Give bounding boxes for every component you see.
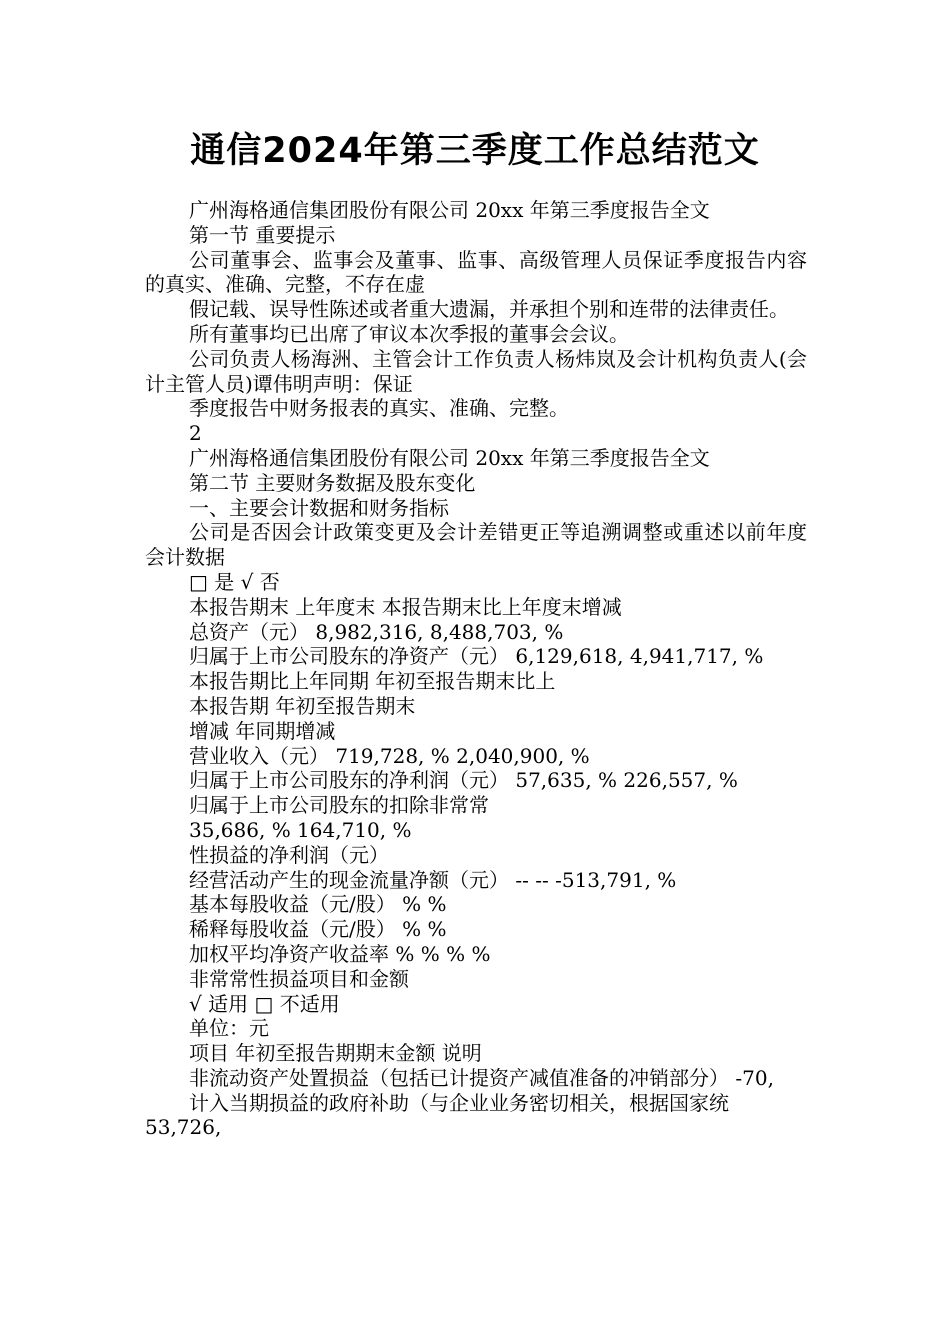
section-heading: 第二节 主要财务数据及股东变化 (189, 470, 476, 495)
data-line: 性损益的净利润（元） (189, 842, 389, 867)
data-line: 归属于上市公司股东的净资产（元） 6,129,618, 4,941,717, % (189, 644, 764, 669)
paragraph: 所有董事均已出席了审议本次季报的董事会会议。 (189, 321, 629, 346)
data-line: 经营活动产生的现金流量净额（元） -- -- -513,791, % (189, 867, 677, 892)
page-number: 2 (189, 421, 202, 446)
subsection-heading: 一、主要会计数据和财务指标 (189, 495, 449, 520)
table-header-line: 增减 年同期增减 (189, 718, 336, 743)
data-line: 营业收入（元） 719,728, % 2,040,900, % (189, 743, 590, 768)
document-body (145, 198, 807, 1140)
data-line: 加权平均净资产收益率 % % % % (189, 941, 491, 966)
report-heading: 广州海格通信集团股份有限公司 20xx 年第三季度报告全文 (189, 198, 710, 222)
data-line: 53,726, (145, 1115, 222, 1140)
data-line: 35,686, % 164,710, % (189, 817, 412, 842)
paragraph: 公司董事会、监事会及董事、监事、高级管理人员保证季度报告内容的真实、准确、完整，不存在虚 (145, 247, 807, 297)
data-line: 归属于上市公司股东的扣除非常常 (189, 793, 489, 818)
report-heading: 广州海格通信集团股份有限公司 20xx 年第三季度报告全文 (189, 445, 710, 470)
data-line: 总资产（元） 8,982,316, 8,488,703, % (189, 619, 564, 644)
paragraph: 公司是否因会计政策变更及会计差错更正等追溯调整或重述以前年度会计数据 (145, 520, 807, 570)
paragraph: 季度报告中财务报表的真实、准确、完整。 (189, 396, 569, 421)
document-title: 通信2024年第三季度工作总结范文 (190, 131, 760, 171)
table-header-line: 项目 年初至报告期期末金额 说明 (189, 1041, 482, 1066)
paragraph: 假记载、误导性陈述或者重大遗漏，并承担个别和连带的法律责任。 (189, 297, 789, 322)
checkbox-line: √ 适用 □ 不适用 (189, 991, 340, 1016)
table-header-line: 本报告期 年初至报告期末 (189, 693, 416, 718)
data-line: 计入当期损益的政府补助（与企业业务密切相关，根据国家统 (189, 1090, 729, 1115)
subsection-heading: 非常常性损益项目和金额 (189, 966, 409, 991)
data-line: 稀释每股收益（元/股） % % (189, 917, 447, 942)
section-heading: 第一节 重要提示 (189, 222, 336, 247)
checkbox-line: □ 是 √ 否 (189, 569, 280, 594)
data-line: 非流动资产处置损益（包括已计提资产减值准备的冲销部分） -70, (189, 1065, 774, 1090)
data-line: 基本每股收益（元/股） % % (189, 892, 447, 917)
unit-line: 单位：元 (189, 1016, 269, 1041)
table-header-line: 本报告期末 上年度末 本报告期末比上年度末增减 (189, 594, 622, 619)
data-line: 归属于上市公司股东的净利润（元） 57,635, % 226,557, % (189, 768, 738, 793)
table-header-line: 本报告期比上年同期 年初至报告期末比上 (189, 669, 556, 694)
paragraph: 公司负责人杨海洲、主管会计工作负责人杨炜岚及会计机构负责人(会计主管人员)谭伟明声明：保证 (145, 346, 807, 396)
